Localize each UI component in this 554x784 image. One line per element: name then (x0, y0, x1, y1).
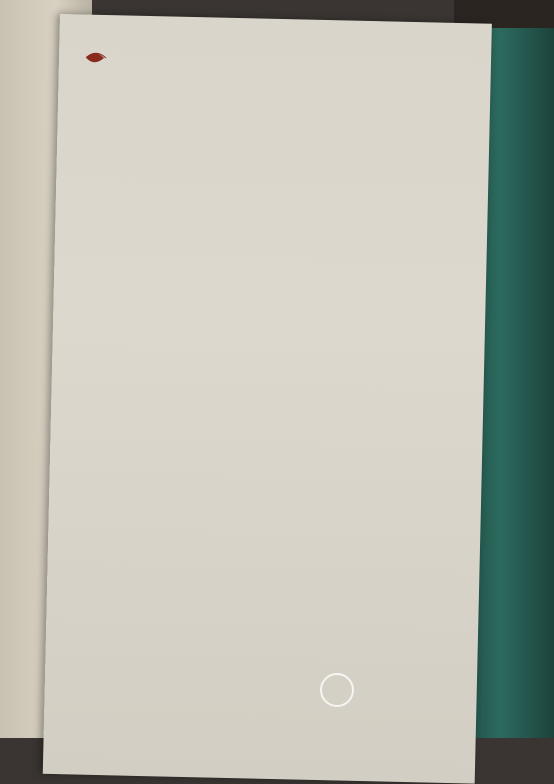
top-ornament-band (84, 45, 434, 79)
body-text (78, 194, 470, 203)
book-page (43, 14, 492, 784)
chapter-label (57, 151, 477, 161)
chapter-title (57, 162, 477, 172)
ornament-leaf-row (86, 53, 106, 62)
watermark-mark-icon (320, 673, 354, 707)
watermark-logo (320, 670, 530, 710)
